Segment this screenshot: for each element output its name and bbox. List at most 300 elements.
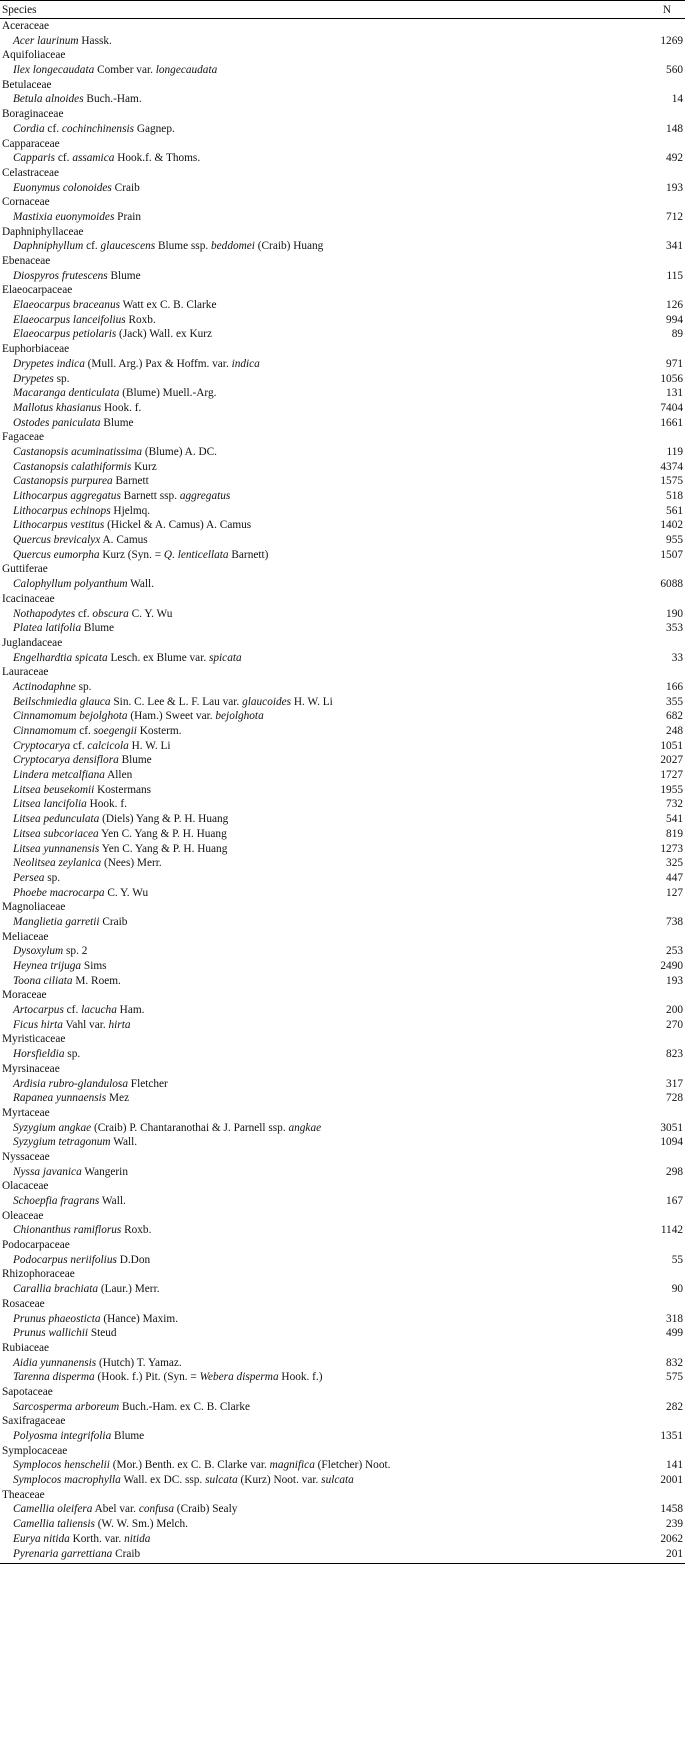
species-row (0, 812, 685, 827)
family-name: Myrsinaceae (2, 1062, 60, 1075)
species-name-italic-part: Litsea beusekomii (13, 783, 95, 796)
species-row (0, 445, 685, 460)
species-row (0, 239, 685, 254)
species-name-italic-part: Prunus wallichii (13, 1327, 89, 1340)
species-row (0, 1135, 685, 1150)
count-value: 201 (666, 1547, 683, 1560)
species-name-part: (Kurz) Noot. var. (237, 1474, 322, 1487)
count-value: 239 (666, 1518, 683, 1531)
family-row (0, 19, 685, 34)
table-header (0, 0, 685, 19)
family-row (0, 1062, 685, 1077)
species-row (0, 1517, 685, 1532)
species-row (0, 915, 685, 930)
species-name-part: C. Y. Wu (128, 607, 173, 620)
species-name (13, 373, 69, 385)
species-name-part: Lesch. ex Blume var. (107, 651, 209, 664)
species-name-italic-part: Cryptocarya densiflora (13, 754, 119, 767)
species-name (13, 549, 268, 561)
count-value: 1273 (660, 842, 683, 855)
species-row (0, 372, 685, 387)
count-value: 1955 (660, 783, 683, 796)
species-name-italic-part: beddomei (211, 240, 255, 253)
family-row (0, 900, 685, 915)
species-name (13, 1166, 128, 1178)
count-value: 971 (666, 357, 683, 370)
species-name (13, 314, 156, 326)
species-name-part: Barnett (112, 475, 149, 488)
species-name-part: Craib (111, 181, 140, 194)
species-name-part: Watt ex C. B. Clarke (120, 299, 217, 312)
species-name (13, 299, 216, 311)
species-name-italic-part: Calophyllum polyanthum (13, 578, 128, 591)
family-row (0, 137, 685, 152)
species-column-header: Species (2, 4, 37, 16)
species-row (0, 1473, 685, 1488)
species-name (13, 1004, 144, 1016)
species-name-part: Allen (104, 769, 133, 782)
species-name-italic-part: Chionanthus ramiflorus (13, 1224, 122, 1237)
count-value: 1458 (660, 1503, 683, 1516)
species-name-part: Hook. f.) (278, 1371, 323, 1384)
family-row (0, 1488, 685, 1503)
species-name (13, 578, 154, 590)
count-value: 728 (666, 1092, 683, 1105)
species-name-italic-part: Camellia taliensis (13, 1518, 95, 1531)
family-row (0, 1179, 685, 1194)
species-name-italic-part: bejolghota (215, 710, 264, 723)
species-row (0, 92, 685, 107)
species-name-italic-part: Heynea trijuga (13, 960, 82, 972)
species-name-italic-part: lacucha (81, 1004, 117, 1017)
species-name-italic-part: Tarenna disperma (13, 1371, 95, 1384)
species-name-italic-part: Syzygium tetragonum (13, 1136, 111, 1149)
species-name-part: sp. (53, 372, 70, 385)
species-name (13, 975, 121, 987)
count-value: 712 (666, 210, 683, 223)
species-name-italic-part: Mastixia euonymoides (13, 210, 115, 223)
species-name-part: C. Y. Wu (104, 886, 149, 899)
family-name: Aceraceae (2, 20, 50, 32)
species-name-part: Craib (112, 1547, 141, 1560)
family-row (0, 1150, 685, 1165)
count-value: 148 (666, 122, 683, 135)
species-row (0, 709, 685, 724)
count-value: 193 (666, 181, 683, 194)
species-name (13, 1092, 129, 1104)
family-name: Fagaceae (2, 431, 45, 444)
species-name (13, 945, 87, 957)
species-row (0, 63, 685, 78)
count-value: 1575 (660, 475, 683, 488)
count-value: 318 (666, 1312, 683, 1325)
species-name-italic-part: Ostodes paniculata (13, 416, 101, 429)
species-name-part: (Hutch) T. Yamaz. (96, 1356, 182, 1369)
species-row (0, 1502, 685, 1517)
species-name (13, 417, 134, 429)
species-name-italic-part: Beilschmiedia glauca (13, 695, 111, 708)
species-row (0, 1282, 685, 1297)
family-name: Podocarpaceae (2, 1239, 70, 1252)
species-name-italic-part: Cinnamomum (13, 725, 77, 737)
species-name-italic-part: Lithocarpus vestitus (13, 519, 105, 532)
species-row (0, 416, 685, 431)
species-name (13, 35, 112, 47)
count-value: 541 (666, 813, 683, 826)
family-row (0, 78, 685, 93)
species-name-italic-part: spicata (209, 651, 242, 664)
species-name-part: Blume (107, 269, 141, 282)
species-name-italic-part: Ficus hirta (13, 1018, 63, 1031)
species-row (0, 1458, 685, 1473)
count-value: 317 (666, 1077, 683, 1090)
species-name-part: cf. (55, 152, 73, 165)
species-row (0, 577, 685, 592)
species-name-italic-part: Capparis (13, 152, 56, 165)
count-value: 55 (671, 1253, 683, 1266)
family-name: Rhizophoraceae (2, 1268, 75, 1281)
species-name (13, 1327, 117, 1339)
species-name (13, 828, 227, 840)
count-value: 561 (666, 504, 683, 517)
species-name (13, 1195, 126, 1207)
species-name-italic-part: Lithocarpus echinops (13, 504, 111, 517)
species-name (13, 696, 333, 708)
family-name: Aquifoliaceae (2, 49, 66, 62)
species-name-italic-part: longecaudata (155, 64, 218, 77)
count-value: 248 (666, 725, 683, 737)
species-row (0, 1091, 685, 1106)
species-name-part: Wall. ex DC. ssp. (120, 1474, 206, 1487)
family-name: Saxifragaceae (2, 1415, 66, 1428)
species-name-part: Abel var. (92, 1503, 139, 1516)
species-name (13, 152, 200, 164)
species-row (0, 327, 685, 342)
family-name: Olacaceae (2, 1180, 49, 1193)
species-name-italic-part: Schoepfia fragrans (13, 1195, 100, 1207)
family-row (0, 1032, 685, 1047)
species-name-part: cf. (75, 607, 93, 620)
species-name-italic-part: Diospyros frutescens (13, 269, 108, 282)
species-name-italic-part: Webera disperma (199, 1371, 279, 1384)
species-name-part: (Blume) A. DC. (142, 445, 217, 458)
species-row (0, 768, 685, 783)
species-name-italic-part: magnifica (269, 1459, 315, 1472)
family-row (0, 1267, 685, 1282)
species-name-part: (Craib) Sealy (173, 1503, 238, 1516)
species-name-italic-part: Syzygium angkae (13, 1121, 92, 1134)
species-name-part: Blume (118, 754, 152, 767)
count-value: 355 (666, 695, 683, 708)
species-name-italic-part: Q. lenticellata (163, 548, 229, 561)
species-row (0, 122, 685, 137)
species-row (0, 974, 685, 989)
species-name (13, 1019, 131, 1031)
species-name (13, 475, 149, 487)
species-name-part: (Craib) Huang (254, 240, 324, 253)
n-column-header: N (662, 4, 671, 16)
species-name-part: (W. W. Sm.) Melch. (94, 1518, 189, 1531)
species-row (0, 504, 685, 519)
species-row (0, 695, 685, 710)
family-row (0, 283, 685, 298)
species-name-italic-part: Rapanea yunnaensis (13, 1092, 107, 1105)
species-name-italic-part: Sarcosperma arboreum (13, 1400, 120, 1413)
family-row (0, 988, 685, 1003)
species-name-part: Roxb. (125, 313, 156, 326)
count-value: 131 (666, 387, 683, 400)
species-name-part: Barnett) (228, 548, 269, 561)
species-name-italic-part: Quercus eumorpha (13, 548, 100, 561)
species-name-part: Hook. f. (86, 798, 127, 811)
count-value: 7404 (660, 401, 683, 414)
species-row (0, 886, 685, 901)
species-row (0, 151, 685, 166)
count-value: 2490 (660, 960, 683, 972)
species-row (0, 1018, 685, 1033)
species-row (0, 842, 685, 857)
family-row (0, 665, 685, 680)
family-row (0, 166, 685, 181)
species-name (13, 857, 162, 869)
species-name-part: cf. (44, 122, 62, 135)
species-name (13, 123, 175, 135)
species-name-part: Kurz (Syn. = (99, 548, 164, 561)
species-name-italic-part: Castanopsis purpurea (13, 475, 113, 488)
species-name-italic-part: Symplocos macrophylla (13, 1474, 121, 1487)
family-name: Celastraceae (2, 166, 60, 179)
count-value: 166 (666, 680, 683, 693)
family-row (0, 107, 685, 122)
species-row (0, 797, 685, 812)
species-name-italic-part: Phoebe macrocarpa (13, 886, 105, 899)
species-name (13, 461, 157, 473)
species-name-part: Sin. C. Lee & L. F. Lau var. (110, 695, 243, 708)
family-name: Euphorbiaceae (2, 343, 70, 356)
count-value: 3051 (660, 1121, 683, 1134)
species-name-italic-part: Carallia brachiata (13, 1283, 99, 1296)
family-name: Icacinaceae (2, 592, 55, 605)
count-value: 2062 (660, 1532, 683, 1545)
species-name (13, 328, 212, 340)
species-name-part: (Jack) Wall. ex Kurz (116, 328, 213, 341)
count-value: 1507 (660, 548, 683, 561)
species-row (0, 783, 685, 798)
count-value: 33 (671, 651, 683, 664)
species-name-italic-part: Neolitsea zeylanica (13, 857, 102, 870)
species-row (0, 1312, 685, 1327)
species-name-italic-part: calcicola (87, 739, 129, 752)
family-row (0, 1209, 685, 1224)
species-name-italic-part: Castanopsis acuminatissima (13, 445, 142, 458)
species-name-part: cf. (76, 725, 94, 737)
species-row (0, 680, 685, 695)
species-name (13, 182, 140, 194)
species-name-italic-part: Cinnamomum bejolghota (13, 710, 128, 723)
count-value: 1269 (660, 34, 683, 47)
count-value: 2027 (660, 754, 683, 767)
species-name (13, 960, 107, 972)
species-name (13, 1430, 144, 1442)
family-name: Lauraceae (2, 666, 49, 679)
species-row (0, 401, 685, 416)
species-name-part: Wall. (110, 1136, 138, 1149)
family-row (0, 1238, 685, 1253)
count-value: 1661 (660, 416, 683, 429)
species-name (13, 93, 142, 105)
species-name-italic-part: Polyosma integrifolia (13, 1430, 112, 1442)
species-name-part: Barnett ssp. (120, 490, 180, 502)
count-value: 298 (666, 1165, 683, 1178)
species-row (0, 1003, 685, 1018)
species-name-italic-part: sulcata (205, 1474, 238, 1487)
species-name (13, 519, 251, 531)
family-name: Daphniphyllaceae (2, 225, 84, 238)
count-value: 141 (666, 1459, 683, 1472)
count-value: 200 (666, 1004, 683, 1017)
species-name-part: Hook.f. & Thoms. (114, 152, 201, 165)
species-row (0, 1429, 685, 1444)
count-value: 994 (666, 313, 683, 326)
species-name-part: cf. (83, 240, 101, 253)
species-name-part: (Hook. f.) Pit. (Syn. = (94, 1371, 200, 1384)
count-value: 14 (671, 93, 683, 106)
species-name-italic-part: Platea latifolia (13, 622, 82, 635)
species-name-part: sp. 2 (63, 945, 88, 958)
species-name (13, 1474, 354, 1486)
species-name-italic-part: Prunus phaeosticta (13, 1312, 101, 1325)
species-name-part: Prain (114, 210, 142, 223)
species-name (13, 1122, 321, 1134)
count-value: 193 (666, 974, 683, 987)
count-value: 518 (666, 490, 683, 502)
species-name (13, 872, 60, 884)
count-value: 1351 (660, 1430, 683, 1442)
bottom-rule (0, 1563, 685, 1564)
species-name-part: Steud (88, 1327, 117, 1340)
family-row (0, 1341, 685, 1356)
species-name-part: Kosterm. (136, 725, 182, 737)
species-name (13, 240, 323, 252)
species-name-italic-part: Dysoxylum (13, 945, 64, 958)
species-name-part: Kurz (131, 460, 157, 473)
species-name-part: Sims (81, 960, 107, 972)
species-name (13, 534, 148, 546)
family-name: Oleaceae (2, 1209, 44, 1222)
count-value: 1402 (660, 519, 683, 532)
species-row (0, 724, 685, 739)
species-name-part: (Diels) Yang & P. H. Huang (99, 813, 229, 826)
species-row (0, 651, 685, 666)
species-name (13, 1548, 140, 1560)
family-name: Myristicaceae (2, 1033, 66, 1046)
species-name-italic-part: Toona ciliata (13, 974, 73, 987)
species-row (0, 489, 685, 504)
species-name-italic-part: Podocarpus neriifolius (13, 1253, 117, 1266)
count-value: 823 (666, 1048, 683, 1061)
species-name-part: A. Camus (100, 534, 148, 547)
family-name: Sapotaceae (2, 1385, 53, 1398)
species-name-part: Buch.-Ham. (83, 93, 142, 106)
species-name (13, 1048, 80, 1060)
family-name: Ebenaceae (2, 255, 51, 267)
species-name-italic-part: assamica (72, 152, 115, 165)
species-name-italic-part: Symplocos henschelii (13, 1459, 110, 1472)
family-name: Elaeocarpaceae (2, 284, 73, 297)
species-name-italic-part: Persea (13, 871, 45, 884)
species-row (0, 1077, 685, 1092)
species-name-part: M. Roem. (72, 974, 121, 987)
count-value: 341 (666, 240, 683, 253)
species-row (0, 607, 685, 622)
species-name (13, 843, 227, 855)
species-name-italic-part: Litsea yunnanensis (13, 842, 100, 855)
species-name-italic-part: Camellia oleifera (13, 1503, 93, 1516)
count-value: 955 (666, 534, 683, 547)
count-value: 1056 (660, 372, 683, 385)
species-name-italic-part: angkae (288, 1121, 322, 1134)
species-name-italic-part: nitida (124, 1532, 151, 1545)
species-name-part: Korth. var. (69, 1532, 125, 1545)
species-name-part: Yen C. Yang & P. H. Huang (98, 827, 227, 840)
species-name-italic-part: aggregatus (179, 490, 231, 502)
species-name-italic-part: Litsea pedunculata (13, 813, 100, 826)
species-row (0, 1400, 685, 1415)
count-value: 4374 (660, 460, 683, 473)
species-name-part: Gagnep. (134, 122, 175, 135)
species-name (13, 505, 150, 517)
species-name (13, 813, 228, 825)
species-name (13, 608, 172, 620)
species-name (13, 1136, 137, 1148)
species-name-part: Blume (100, 416, 134, 429)
family-row (0, 1297, 685, 1312)
species-name (13, 740, 171, 752)
species-name-part: (Hickel & A. Camus) A. Camus (104, 519, 252, 532)
species-name-italic-part: glaucescens (100, 240, 156, 253)
species-name (13, 1254, 150, 1266)
species-name-part: H. W. Li (128, 739, 171, 752)
count-value: 167 (666, 1195, 683, 1207)
species-name-part: Comber var. (94, 64, 156, 77)
count-value: 819 (666, 827, 683, 840)
species-name-italic-part: Litsea subcoriacea (13, 827, 99, 840)
species-row (0, 1356, 685, 1371)
species-row (0, 313, 685, 328)
species-name-part: Wall. (99, 1195, 126, 1207)
species-row (0, 518, 685, 533)
species-name-part: Yen C. Yang & P. H. Huang (99, 842, 228, 855)
species-name-part: H. W. Li (291, 695, 333, 708)
species-row (0, 386, 685, 401)
table-body (0, 19, 685, 1561)
family-row (0, 48, 685, 63)
count-value: 447 (666, 871, 683, 884)
count-value: 115 (666, 269, 683, 282)
count-value: 738 (666, 915, 683, 928)
species-name-part: D.Don (116, 1253, 151, 1266)
species-row (0, 1370, 685, 1385)
species-row (0, 1121, 685, 1136)
species-name (13, 1283, 160, 1295)
family-row (0, 1444, 685, 1459)
count-value: 832 (666, 1356, 683, 1369)
species-name-part: sp. (44, 871, 61, 884)
species-name-italic-part: Ilex longecaudata (13, 64, 95, 77)
species-name (13, 725, 182, 737)
family-name: Meliaceae (2, 930, 49, 943)
count-value: 682 (666, 710, 683, 723)
